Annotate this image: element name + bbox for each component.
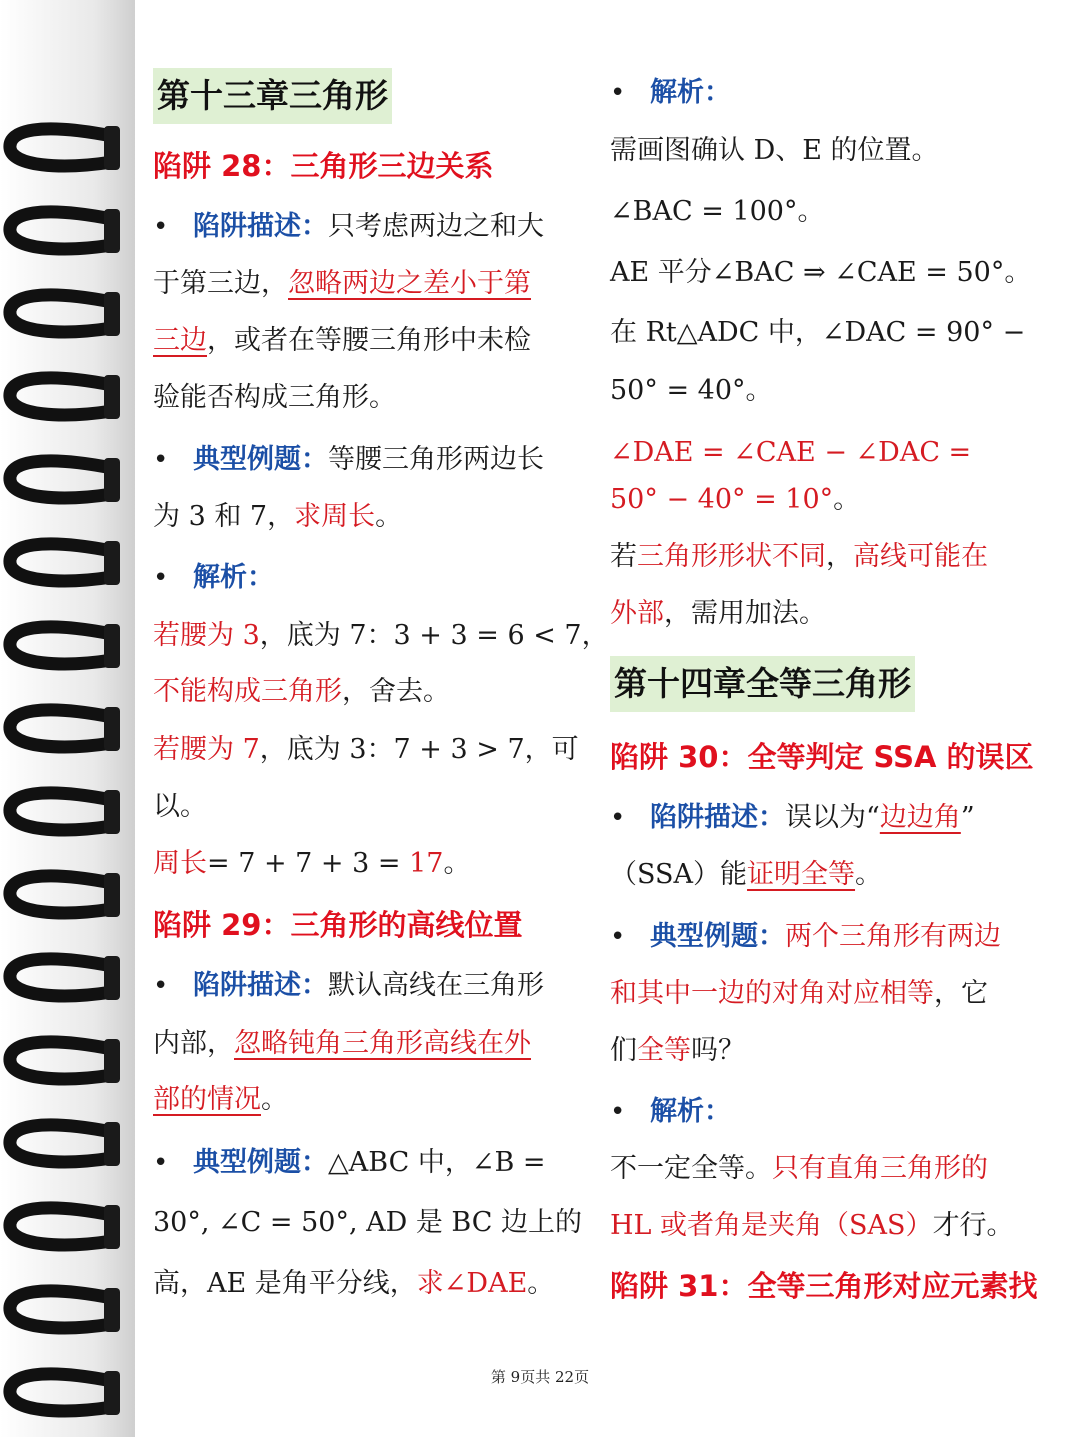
binding-hole (104, 956, 120, 1000)
bullet: • (610, 78, 626, 108)
trap-29-analysis-line-1: 需画图确认 D、E 的位置。 (610, 135, 939, 166)
trap-29-analysis-line-3: AE 平分∠BAC ⇒ ∠CAE = 50°。 (610, 257, 1032, 288)
trap-29-example-line-2: 30°, ∠C = 50°, AD 是 BC 边上的 (153, 1207, 583, 1238)
bullet: • (153, 563, 169, 593)
spiral-binding (0, 0, 135, 1437)
chapter-13-heading: 第十三章三角形 (153, 68, 392, 124)
trap-28-example-line-2: 为 3 和 7，求周长。 (153, 501, 403, 532)
trap-29-analysis-line-6: ∠DAE = ∠CAE − ∠DAC = (610, 437, 972, 468)
bullet: • (153, 1148, 169, 1178)
bullet: • (610, 1097, 626, 1127)
trap-29-example-line-3: 高，AE 是角平分线，求∠DAE。 (153, 1268, 555, 1299)
trap-28-analysis-line-3: 若腰为 7，底为 3：7 + 3 > 7，可 (153, 734, 579, 765)
binding-hole (104, 375, 120, 419)
bullet: • (153, 212, 169, 242)
trap-28-analysis-line-4: 以。 (153, 791, 207, 822)
trap-28-title: 陷阱 28：三角形三边关系 (153, 149, 494, 183)
trap-30-analysis-line-2: HL 或者角是夹角（SAS）才行。 (610, 1210, 1014, 1241)
chapter-14-heading: 第十四章全等三角形 (610, 656, 915, 712)
bullet: • (153, 445, 169, 475)
trap-30-desc-line-2: （SSA）能证明全等。 (610, 859, 883, 890)
trap-30-example-line-1: 典型例题：两个三角形有两边 (650, 921, 1001, 952)
trap-29-analysis-line-4: 在 Rt△ADC 中，∠DAC = 90° − (610, 317, 1026, 348)
trap-29-analysis-line-2: ∠BAC = 100°。 (610, 196, 825, 227)
bullet: • (610, 803, 626, 833)
trap-29-analysis-line-5: 50° = 40°。 (610, 375, 773, 406)
trap-29-title: 陷阱 29：三角形的高线位置 (153, 908, 523, 942)
binding-hole (104, 292, 120, 336)
binding-hole (104, 541, 120, 585)
trap-28-desc-line-1: 陷阱描述：只考虑两边之和大 (193, 211, 544, 242)
binding-hole (104, 707, 120, 751)
trap-28-example-line-1: 典型例题：等腰三角形两边长 (193, 444, 544, 475)
trap-30-example-line-3: 们全等吗？ (610, 1035, 745, 1066)
trap-29-analysis-line-9: 外部，需用加法。 (610, 598, 826, 629)
binding-hole (104, 1039, 120, 1083)
binding-hole (104, 790, 120, 834)
binding-hole (104, 624, 120, 668)
binding-hole (104, 873, 120, 917)
binding-hole (104, 1205, 120, 1249)
trap-28-desc-line-2: 于第三边，忽略两边之差小于第 (153, 268, 531, 299)
trap-29-example-line-1: 典型例题：△ABC 中，∠B = (193, 1147, 546, 1178)
trap-30-analysis-line-1: 不一定全等。只有直角三角形的 (610, 1153, 988, 1184)
trap-30-desc-line-1: 陷阱描述：误以为“边边角” (650, 802, 975, 833)
trap-30-example-line-2: 和其中一边的对角对应相等，它 (610, 978, 988, 1009)
trap-31-title: 陷阱 31：全等三角形对应元素找 (610, 1269, 1038, 1303)
binding-hole (104, 209, 120, 253)
trap-28-analysis-line-2: 不能构成三角形，舍去。 (153, 676, 450, 707)
binding-hole (104, 1122, 120, 1166)
trap-28-analysis-label: 解析： (193, 562, 274, 593)
trap-29-analysis-label: 解析： (650, 77, 731, 108)
page-footer: 第 9页共 22页 (490, 1368, 590, 1386)
trap-29-desc-line-2: 内部，忽略钝角三角形高线在外 (153, 1028, 531, 1059)
trap-28-desc-line-4: 验能否构成三角形。 (153, 382, 396, 413)
bullet: • (610, 922, 626, 952)
binding-hole (104, 1288, 120, 1332)
trap-28-analysis-line-1: 若腰为 3，底为 7：3 + 3 = 6 < 7， (153, 620, 609, 651)
trap-28-analysis-line-5: 周长= 7 + 7 + 3 = 17。 (153, 848, 471, 879)
trap-29-analysis-line-8: 若三角形形状不同，高线可能在 (610, 541, 988, 572)
trap-30-analysis-label: 解析： (650, 1096, 731, 1127)
trap-30-title: 陷阱 30：全等判定 SSA 的误区 (610, 740, 1034, 774)
trap-29-desc-line-1: 陷阱描述：默认高线在三角形 (193, 970, 544, 1001)
bullet: • (153, 971, 169, 1001)
trap-28-desc-line-3: 三边，或者在等腰三角形中未检 (153, 325, 531, 356)
binding-hole (104, 458, 120, 502)
trap-29-desc-line-3: 部的情况。 (153, 1084, 288, 1115)
binding-hole (104, 126, 120, 170)
trap-29-analysis-line-7: 50° − 40° = 10°。 (610, 484, 861, 515)
